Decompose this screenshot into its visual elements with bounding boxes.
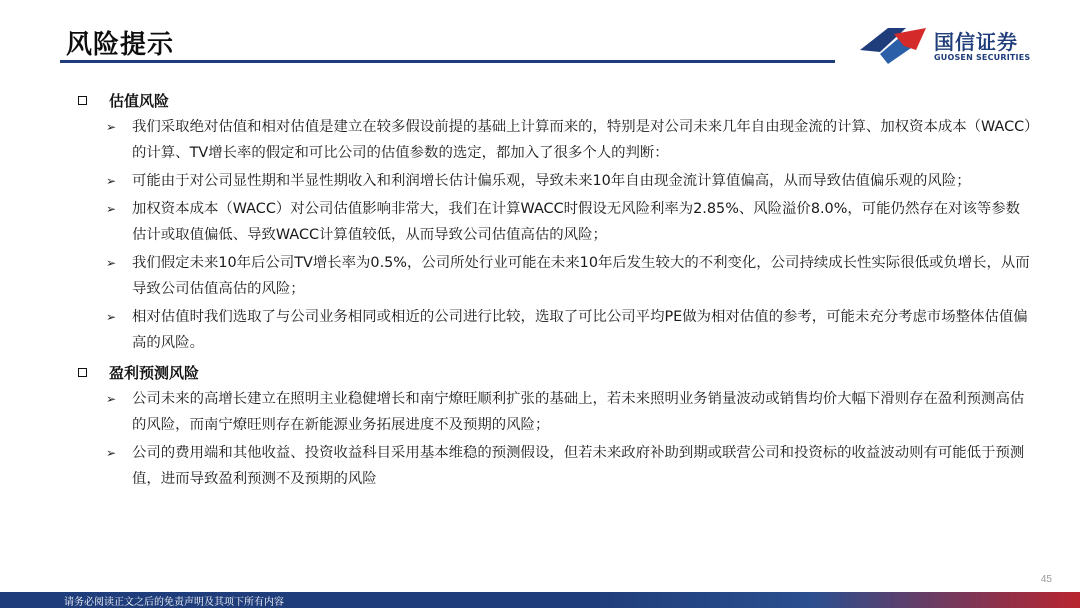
- footer-disclaimer: 请务必阅读正文之后的免责声明及其项下所有内容: [64, 597, 284, 608]
- section-title: 盈利预测风险: [109, 363, 200, 382]
- risk-content: [78, 86, 1038, 494]
- arrow-bullet-icon: ➢: [106, 202, 117, 216]
- section-earnings-forecast-risk: [78, 358, 1038, 386]
- square-bullet-icon: [78, 96, 87, 105]
- list-item: [106, 168, 1038, 194]
- list-item-text: 公司的费用端和其他收益、投资收益科目采用基本维稳的预测假设，但若未来政府补助到期或联营公司和投资标的收益波动则有可能低于预测值，进而导致盈利预测不及预期的风险: [132, 445, 1025, 487]
- list-item: [106, 304, 1038, 356]
- section-valuation-risk: [78, 86, 1038, 114]
- arrow-bullet-icon: ➢: [106, 392, 117, 406]
- list-item: [106, 250, 1038, 302]
- list-item: [106, 114, 1038, 166]
- title-divider: [60, 60, 835, 63]
- square-bullet-icon: [78, 368, 87, 377]
- list-item-text: 我们采取绝对估值和相对估值是建立在较多假设前提的基础上计算而来的，特别是对公司未来几年自由现金流的计算、加权资本成本（WACC）的计算、TV增长率的假定和可比公司的估值参数的选定，都加入了很多个人的判断：: [132, 119, 1032, 161]
- list-item-text: 公司未来的高增长建立在照明主业稳健增长和南宁燎旺顺利扩张的基础上，若未来照明业务销量波动或销售均价大幅下滑则存在盈利预测高估的风险，而南宁燎旺则存在新能源业务拓展进度不及预期的风险；: [132, 391, 1025, 433]
- logo-text-en: GUOSEN SECURITIES: [934, 53, 1031, 62]
- list-item-text: 可能由于对公司显性期和半显性期收入和利润增长估计偏乐观，导致未来10年自由现金流计算值偏高，从而导致估值偏乐观的风险；: [132, 173, 971, 189]
- arrow-bullet-icon: ➢: [106, 174, 117, 188]
- footer-bar: [0, 592, 1080, 608]
- list-item: [106, 386, 1038, 438]
- arrow-bullet-icon: ➢: [106, 256, 117, 270]
- logo-text-cn: 国信证券: [934, 30, 1018, 54]
- guosen-logo-icon: [858, 24, 928, 68]
- list-item: [106, 196, 1038, 248]
- company-logo: [858, 24, 1038, 68]
- page-number: 45: [1040, 574, 1052, 585]
- list-item-text: 相对估值时我们选取了与公司业务相同或相近的公司进行比较，选取了可比公司平均PE做为相对估值的参考，可能未充分考虑市场整体估值偏高的风险。: [132, 309, 1028, 351]
- section-title: 估值风险: [109, 91, 170, 110]
- list-item: [106, 440, 1038, 492]
- arrow-bullet-icon: ➢: [106, 120, 117, 134]
- arrow-bullet-icon: ➢: [106, 310, 117, 324]
- list-item-text: 我们假定未来10年后公司TV增长率为0.5%，公司所处行业可能在未来10年后发生较大的不利变化，公司持续成长性实际很低或负增长，从而导致公司估值高估的风险；: [132, 255, 1030, 297]
- arrow-bullet-icon: ➢: [106, 446, 117, 460]
- list-item-text: 加权资本成本（WACC）对公司估值影响非常大，我们在计算WACC时假设无风险利率为2.85%、风险溢价8.0%，可能仍然存在对该等参数估计或取值偏低、导致WACC计算值较低，从而导致公司估值高估的风险；: [132, 201, 1021, 243]
- page-title: 风险提示: [66, 30, 175, 60]
